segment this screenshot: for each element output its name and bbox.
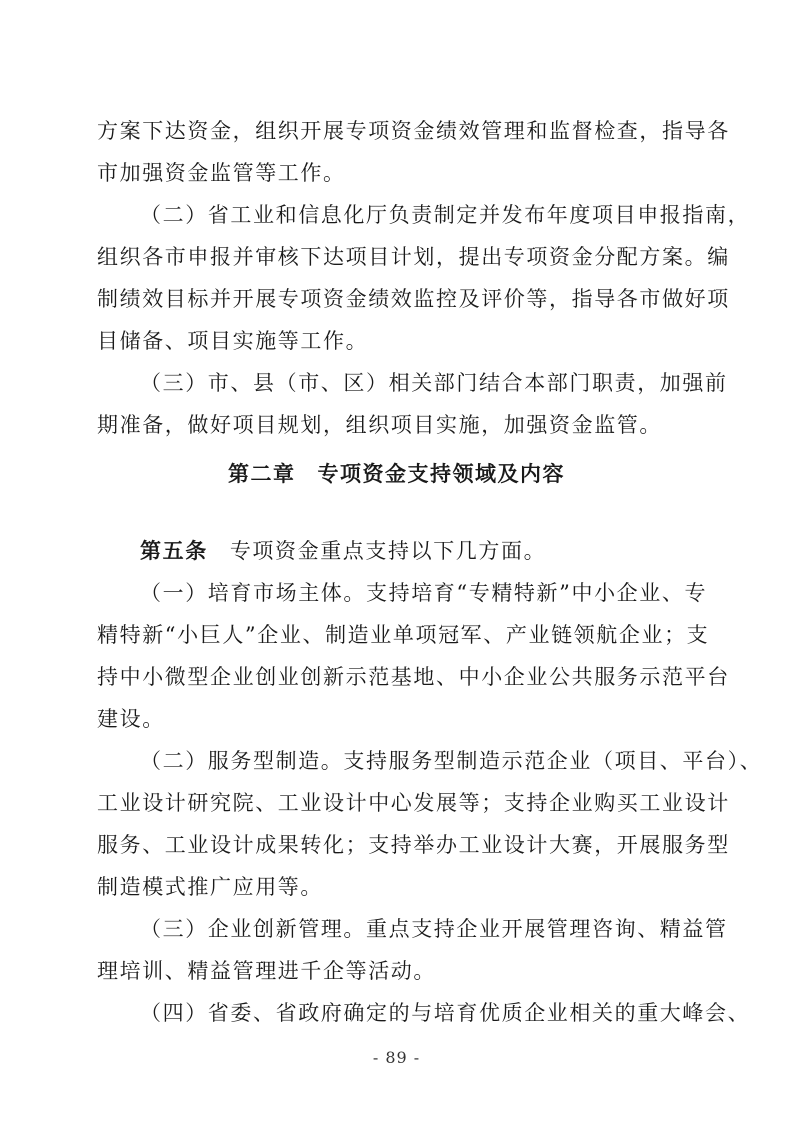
item-line: 服务、工业设计成果转化；支持举办工业设计大赛，开展服务型 bbox=[97, 833, 730, 857]
item-line: （二）服务型制造。支持服务型制造示范企业（项目、平台）、 bbox=[140, 749, 763, 773]
paragraph-line: 目储备、项目实施等工作。 bbox=[97, 329, 369, 353]
paragraph-line: 制绩效目标并开展专项资金绩效监控及评价等，指导各市做好项 bbox=[97, 287, 730, 311]
chapter-title: 专项资金支持领域及内容 bbox=[317, 462, 565, 486]
article-text: 专项资金重点支持以下几方面。 bbox=[229, 539, 547, 563]
article-label: 第五条 bbox=[140, 539, 208, 563]
chapter-heading bbox=[0, 458, 793, 488]
page-number: - 89 - bbox=[372, 1048, 421, 1067]
paragraph-line: 期准备，做好项目规划，组织项目实施，加强资金监管。 bbox=[97, 413, 662, 437]
chapter-number: 第二章 bbox=[228, 462, 296, 486]
item-line: 持中小微型企业创业创新示范基地、中小企业公共服务示范平台 bbox=[97, 665, 730, 689]
paragraph-line: 组织各市申报并审核下达项目计划，提出专项资金分配方案。编 bbox=[97, 245, 730, 269]
paragraph-line: （三）市、县（市、区）相关部门结合本部门职责，加强前 bbox=[140, 371, 728, 395]
item-line: （三）企业创新管理。重点支持企业开展管理咨询、精益管 bbox=[140, 917, 728, 941]
paragraph-line: 方案下达资金，组织开展专项资金绩效管理和监督检查，指导各 bbox=[97, 119, 730, 143]
item-line: （四）省委、省政府确定的与培育优质企业相关的重大峰会、 bbox=[140, 1001, 751, 1025]
item-line: 建设。 bbox=[97, 707, 165, 731]
item-line: 理培训、精益管理进千企等活动。 bbox=[97, 959, 436, 983]
item-line: 制造模式推广应用等。 bbox=[97, 875, 323, 899]
article-line bbox=[140, 541, 546, 562]
paragraph-line: 市加强资金监管等工作。 bbox=[97, 161, 346, 185]
item-line: 精特新“小巨人”企业、制造业单项冠军、产业链领航企业；支 bbox=[97, 623, 710, 647]
item-line: 工业设计研究院、工业设计中心发展等；支持企业购买工业设计 bbox=[97, 791, 730, 815]
paragraph-line: （二）省工业和信息化厅负责制定并发布年度项目申报指南， bbox=[140, 203, 751, 227]
item-line: （一）培育市场主体。支持培育“专精特新”中小企业、专 bbox=[140, 581, 708, 605]
